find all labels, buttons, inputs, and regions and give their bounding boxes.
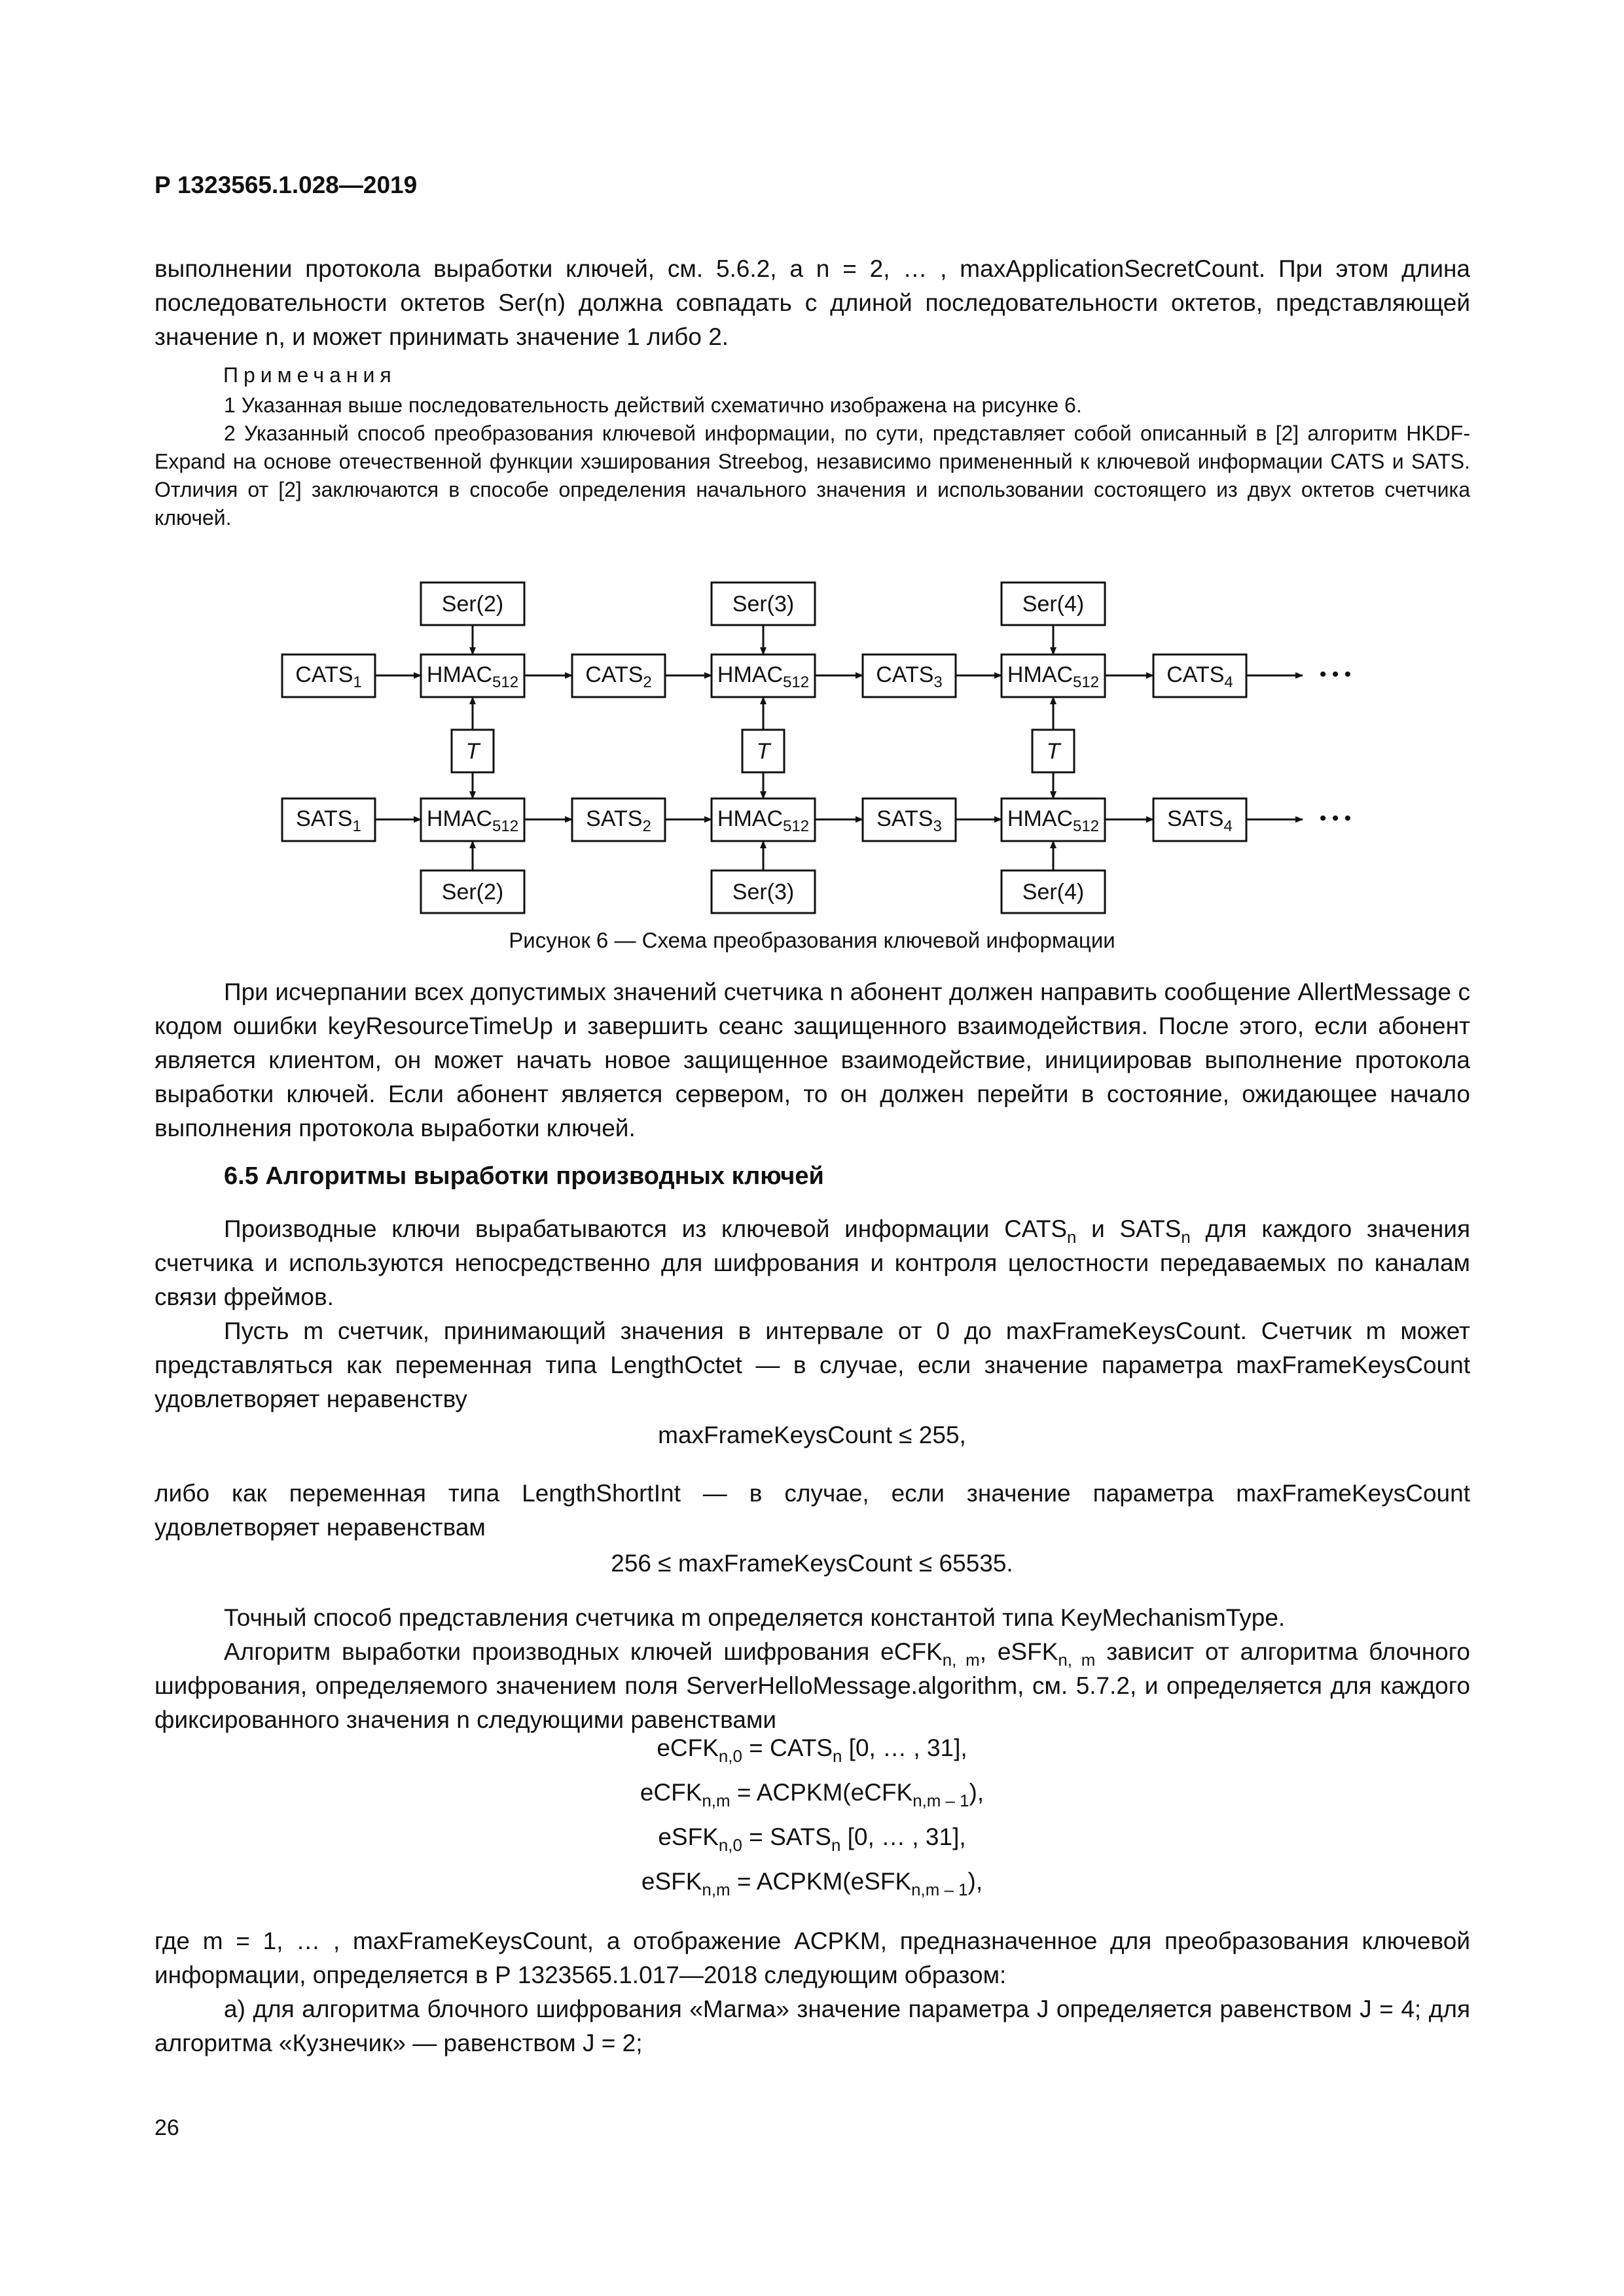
page-number: 26 <box>154 2115 179 2140</box>
cats-label-3: $CATS_3$ <box>876 662 943 691</box>
ser-bottom-label-3: Ser(4) <box>1022 880 1085 905</box>
document-header: Р 1323565.1.028—2019 <box>154 171 418 198</box>
equation-ecfk-0: eCFK$_{n,0}$ = $CATS_n$ [0, … , 31], <box>657 1734 967 1767</box>
cats-label-4: $CATS_4$ <box>1166 662 1233 691</box>
key-transformation-diagram <box>0 569 1624 923</box>
paragraph-counter-exhausted: При исчерпании всех допустимых значений счетчика n абонент должен направить сообщение AllertMessage с кодом ошибки keyResourceTimeUp и завершить сеанс защищенного взаимодействия. После этого, если абонент является клиентом, он может начать новое защищенное взаимодействие, инициировав выполнение протокола выработки ключей. Если абонент является сервером, то он должен перейти в состояние, ожидающее начало выполнения протокола выработки ключей. <box>154 978 1470 1141</box>
t-label-2: T <box>756 739 770 764</box>
paragraph-list-item-a: а) для алгоритма блочного шифрования «Магма» значение параметра J определяется равенством J = 4; для алгоритма «Кузнечик» — равенством J = 2; <box>154 1996 1470 2056</box>
sats-label-3: $SATS_3$ <box>876 806 942 835</box>
cats-label-2: $CATS_2$ <box>585 662 652 691</box>
ellipsis-sats: • • • <box>1319 808 1352 829</box>
sats-label-2: $SATS_2$ <box>586 806 651 835</box>
hmac-label-cats-1: $HMAC_{512}$ <box>426 662 519 691</box>
hmac-label-cats-2: $HMAC_{512}$ <box>717 662 810 691</box>
paragraph-ser-length: выполнении протокола выработки ключей, см. 5.6.2, а n = 2, … , maxApplicationSecretCount. При этом длина последовательности октетов Ser(n) должна совпадать с длиной последовательности октетов, представляющей значение n, и может принимать значение 1 либо 2. <box>154 255 1470 350</box>
paragraph-acpkm: где m = 1, … , maxFrameKeysCount, а отображение ACPKM, предназначенное для преобразования ключевой информации, определяется в Р 1323565.1.017—2018 следующим образом: <box>154 1928 1470 1988</box>
section-heading: 6.5 Алгоритмы выработки производных ключей <box>224 1162 824 1190</box>
sats-label-4: $SATS_4$ <box>1167 806 1233 835</box>
note-1: 1 Указанная выше последовательность действий схематично изображена на рисунке 6. <box>224 393 1082 417</box>
t-label-1: T <box>465 739 480 764</box>
ellipsis-cats: • • • <box>1319 664 1352 685</box>
equation-esfk-0: eSFK$_{n,0}$ = $SATS_n$ [0, … , 31], <box>658 1823 966 1856</box>
hmac-label-sats-2: $HMAC_{512}$ <box>717 806 810 835</box>
paragraph-keymechanism: Точный способ представления счетчика m определяется константой типа KeyMechanismType. <box>224 1604 1286 1631</box>
t-label-3: T <box>1046 739 1060 764</box>
formula-inequality-1: maxFrameKeysCount ≤ 255, <box>658 1422 966 1448</box>
ser-top-label-1: Ser(2) <box>441 592 504 617</box>
paragraph-derivation-algorithm: Алгоритм выработки производных ключей шифрования eCFK$_{n, m}$, eSFK$_{n, m}$ зависит от алгоритма блочного шифрования, определяемого значением поля ServerHelloMessage.algorithm, см. 5.7.2, и определяется для каждого фиксированного значения n следующими равенствами <box>154 1638 1470 1733</box>
formula-inequality-2: 256 ≤ maxFrameKeysCount ≤ 65535. <box>611 1550 1013 1577</box>
ser-top-label-3: Ser(4) <box>1022 592 1085 617</box>
cats-label-1: $CATS_1$ <box>295 662 362 691</box>
hmac-label-sats-3: $HMAC_{512}$ <box>1007 806 1100 835</box>
hmac-label-cats-3: $HMAC_{512}$ <box>1007 662 1100 691</box>
paragraph-derived-keys: Производные ключи вырабатываются из ключевой информации $CATS_n$ и $SATS_n$ для каждого значения счетчика и используются непосредственно для шифрования и контроля целостности передаваемых по каналам связи фреймов. <box>154 1215 1471 1310</box>
notes-heading: Примечания <box>223 363 397 387</box>
figure-caption: Рисунок 6 — Схема преобразования ключевой информации <box>509 928 1115 952</box>
equation-esfk-m: eSFK$_{n,m}$ = ACPKM(eSFK$_{n,m - 1}$), <box>641 1868 983 1900</box>
equation-ecfk-m: eCFK$_{n,m}$ = ACPKM(eCFK$_{n,m - 1}$), <box>640 1779 984 1811</box>
hmac-label-sats-1: $HMAC_{512}$ <box>426 806 519 835</box>
sats-label-1: $SATS_1$ <box>296 806 361 835</box>
ser-top-label-2: Ser(3) <box>732 592 795 617</box>
ser-bottom-label-1: Ser(2) <box>441 880 504 905</box>
note-2: 2 Указанный способ преобразования ключевой информации, по сути, представляет собой описанный в [2] алгоритм HKDF-Expand на основе отечественной функции хэширования Streebog, независимо примененный к ключевой информации CATS и SATS. Отличия от [2] заключаются в способе определения начального значения и использовании состоящего из двух октетов счетчика ключей. <box>154 422 1470 529</box>
ser-bottom-label-2: Ser(3) <box>732 880 795 905</box>
paragraph-lengthshortint: либо как переменная типа LengthShortInt — в случае, если значение параметра maxFrameKeysCount удовлетворяет неравенствам <box>154 1480 1470 1541</box>
paragraph-counter-m: Пусть m счетчик, принимающий значения в интервале от 0 до maxFrameKeysCount. Счетчик m может представляться как переменная типа LengthOctet — в случае, если значение параметра maxFrameKeysCount удовлетворяет неравенству <box>154 1318 1470 1412</box>
